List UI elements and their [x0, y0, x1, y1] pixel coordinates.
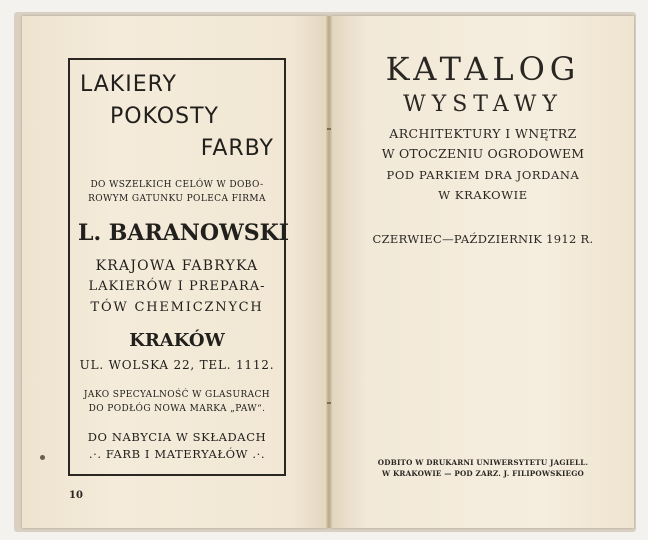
- ad-specialty-line: JAKO SPECYALNOŚĆ W GLASURACH: [83, 390, 271, 400]
- ad-factory-line: KRAJOWA FABRYKA: [95, 258, 259, 274]
- catalog-subtitle-exhibition: WYSTAWY: [403, 92, 563, 117]
- ad-heading-farby: FARBY: [200, 136, 274, 161]
- ad-specialty-line: DO PODŁÓG NOWA MARKA „PAW“.: [88, 404, 266, 414]
- printer-imprint-line: ODBITO W DRUKARNI UNIWERSYTETU JAGIELL.: [377, 458, 589, 467]
- ad-availability-line: DO NABYCIA W SKŁADACH: [87, 430, 267, 444]
- ad-intro-line: ROWYM GATUNKU POLECA FIRMA: [88, 194, 266, 204]
- paper-spot: [40, 455, 45, 460]
- book-gutter: [326, 16, 332, 528]
- page-number: 10: [69, 490, 83, 501]
- ad-factory-line: TÓW CHEMICZNYCH: [90, 300, 264, 315]
- ad-heading-pokosty: POKOSTY: [110, 104, 219, 129]
- exhibition-description-line: POD PARKIEM DRA JORDANA: [386, 168, 580, 182]
- ad-city: KRAKÓW: [129, 330, 225, 351]
- ad-availability-line: .·. FARB I MATERYAŁÓW .·.: [88, 447, 266, 461]
- catalog-title: KATALOG: [385, 50, 581, 88]
- exhibition-description-line: ARCHITEKTURY I WNĘTRZ: [389, 126, 577, 141]
- binding-stitch: [327, 128, 331, 130]
- ad-factory-line: LAKIERÓW I PREPARA-: [88, 279, 266, 294]
- binding-stitch: [327, 402, 331, 404]
- ad-heading-lakiery: LAKIERY: [80, 72, 177, 97]
- ad-company-name: L. BARANOWSKI: [78, 220, 290, 246]
- ad-address: UL. WOLSKA 22, TEL. 1112.: [79, 358, 275, 372]
- ad-intro-line: DO WSZELKICH CELÓW W DOBO-: [90, 180, 264, 190]
- exhibition-description-line: W OTOCZENIU OGRODOWEM: [381, 146, 585, 161]
- advertisement-box: [68, 58, 290, 476]
- printer-imprint-line: W KRAKOWIE — POD ZARZ. J. FILIPOWSKIEGO: [381, 469, 585, 478]
- exhibition-description-line: W KRAKOWIE: [438, 188, 528, 202]
- exhibition-dates: CZERWIEC—PAŹDZIERNIK 1912 R.: [372, 232, 594, 246]
